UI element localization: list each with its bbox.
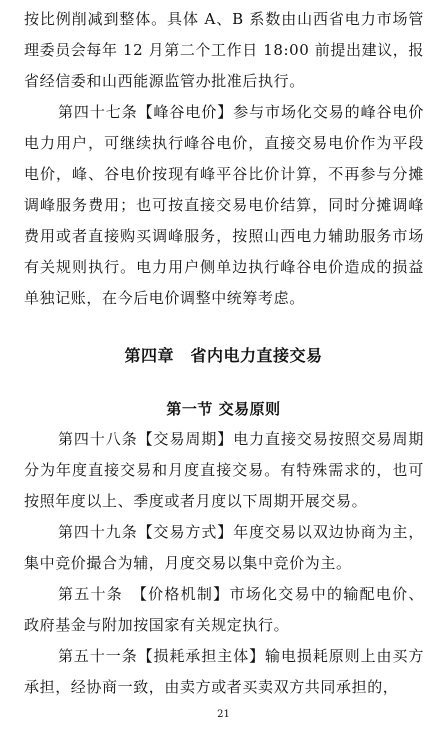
article-47: 第四十七条【峰谷电价】参与市场化交易的峰谷电价电力用户，可继续执行峰谷电价，直接交易电价作为平段电价，峰、谷电价按现有峰平谷比价计算，不再参与分摊调峰服务费用；也可按直接交易电价结算，同时分摊调峰费用或者直接购买调峰服务，按照山西电力辅助服务市场有关规则执行。电力用户侧单边执行峰谷电价造成的损益单独记账，在今后电价调整中统筹考虑。 — [24, 103, 424, 307]
paragraph-continuation: 按比例削减到整体。具体 A、B 系数由山西省电力市场管理委员会每年 12 月第二个工作日 18:00 前提出建议，报省经信委和山西能源监管办批准后执行。 — [24, 10, 424, 90]
article-49: 第四十九条【交易方式】年度交易以双边协商为主，集中竞价撮合为辅，月度交易以集中竞价为主。 — [24, 523, 424, 572]
article-48: 第四十八条【交易周期】电力直接交易按照交易周期分为年度直接交易和月度直接交易。有特殊需求的，也可按照年度以上、季度或者月度以下周期开展交易。 — [24, 430, 424, 510]
article-50: 第五十条 【价格机制】市场化交易中的输配电价、政府基金与附加按国家有关规定执行。 — [24, 585, 424, 634]
chapter-title: 第四章 省内电力直接交易 — [124, 346, 323, 365]
page-number: 21 — [217, 709, 230, 720]
section-title: 第一节 交易原则 — [166, 400, 281, 418]
article-51: 第五十一条【损耗承担主体】输电损耗原则上由买方承担，经协商一致，由卖方或者买卖双方共同承担的， — [24, 647, 424, 696]
